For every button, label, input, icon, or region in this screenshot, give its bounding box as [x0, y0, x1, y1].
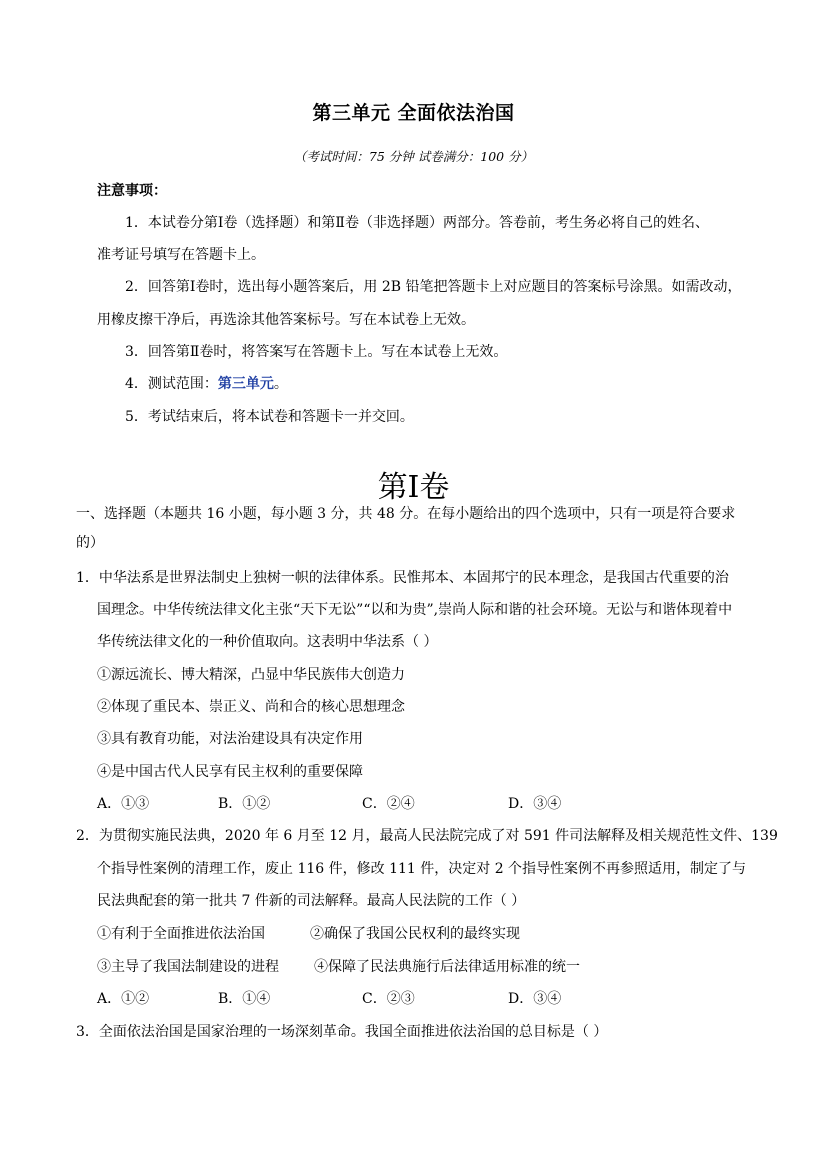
notice-item-4	[125, 373, 288, 393]
q2-statement-4: ④保障了民法典施行后法律适用标准的统一	[314, 959, 580, 975]
q2-stem-line-1: 2．为贯彻实施民法典，2020 年 6 月至 12 月，最高人民法院完成了对 591 件司法解释及相关规范性文件、139	[76, 828, 778, 844]
q2-statement-1: ①有利于全面推进依法治国	[97, 926, 265, 942]
notice-item-4-suffix: 。	[273, 376, 288, 392]
notice-item-4-prefix: 4．测试范围：	[125, 376, 218, 392]
q1-option-c: C．②④	[362, 796, 415, 812]
section-title: 第I卷	[377, 470, 450, 505]
q1-statement-1: ①源远流长、博大精深，凸显中华民族伟大创造力	[97, 667, 405, 683]
q1-statement-3: ③具有教育功能，对法治建设具有决定作用	[97, 731, 363, 747]
notice-item-2-line-1: 2．回答第Ⅰ卷时，选出每小题答案后，用 2B 铅笔把答题卡上对应题目的答案标号涂黑。如需改动，	[125, 279, 742, 295]
notice-item-1-line-1: 1．本试卷分第Ⅰ卷（选择题）和第Ⅱ卷（非选择题）两部分。答卷前，考生务必将自己的姓名、	[125, 215, 709, 231]
q3-stem-line-1: 3．全面依法治国是国家治理的一场深刻革命。我国全面推进依法治国的总目标是（ ）	[76, 1024, 608, 1040]
q1-option-a: A．①③	[97, 796, 150, 812]
q2-stem-line-3: 民法典配套的第一批共 7 件新的司法解释。最高人民法院的工作（ ）	[97, 893, 526, 909]
notice-item-1-line-2: 准考证号填写在答题卡上。	[97, 247, 265, 263]
q1-stem-line-1: 1．中华法系是世界法制史上独树一帜的法律体系。民惟邦本、本固邦宁的民本理念，是我国古代重要的治	[76, 570, 729, 586]
page-title: 第三单元 全面依法治国	[312, 102, 515, 124]
q2-option-c: C．②③	[362, 991, 415, 1007]
notice-item-3: 3．回答第Ⅱ卷时，将答案写在答题卡上。写在本试卷上无效。	[125, 344, 508, 360]
q2-option-a: A．①②	[97, 991, 150, 1007]
notice-item-2-line-2: 用橡皮擦干净后，再选涂其他答案标号。写在本试卷上无效。	[97, 312, 475, 328]
q2-option-d: D．③④	[508, 991, 562, 1007]
section-instruction-line-1: 一、选择题（本题共 16 小题，每小题 3 分，共 48 分。在每小题给出的四个选项中，只有一项是符合要求	[76, 506, 736, 522]
section-instruction-line-2: 的）	[76, 535, 104, 551]
q1-option-d: D．③④	[508, 796, 562, 812]
notice-item-5: 5．考试结束后，将本试卷和答题卡一并交回。	[125, 409, 414, 425]
q1-stem-line-3: 华传统法律文化的一种价值取向。这表明中华法系（ ）	[97, 634, 438, 650]
q1-statement-4: ④是中国古代人民享有民主权利的重要保障	[97, 764, 363, 780]
q1-statement-2: ②体现了重民本、崇正义、尚和合的核心思想理念	[97, 699, 405, 715]
test-scope: 第三单元	[217, 376, 274, 392]
exam-info: （考试时间：75 分钟 试卷满分：100 分）	[293, 149, 534, 164]
q2-stem-line-2: 个指导性案例的清理工作，废止 116 件，修改 111 件，决定对 2 个指导性案例不再参照适用，制定了与	[97, 861, 747, 877]
q2-statement-2: ②确保了我国公民权利的最终实现	[310, 926, 520, 942]
q2-option-b: B．①④	[218, 991, 271, 1007]
q1-option-b: B．①②	[218, 796, 271, 812]
q2-statement-3: ③主导了我国法制建设的进程	[97, 959, 279, 975]
notice-heading: 注意事项：	[97, 183, 167, 199]
q1-stem-line-2: 国理念。中华传统法律文化主张“天下无讼”“以和为贵”,崇尚人际和谐的社会环境。无讼与和谐体现着中	[97, 602, 733, 618]
